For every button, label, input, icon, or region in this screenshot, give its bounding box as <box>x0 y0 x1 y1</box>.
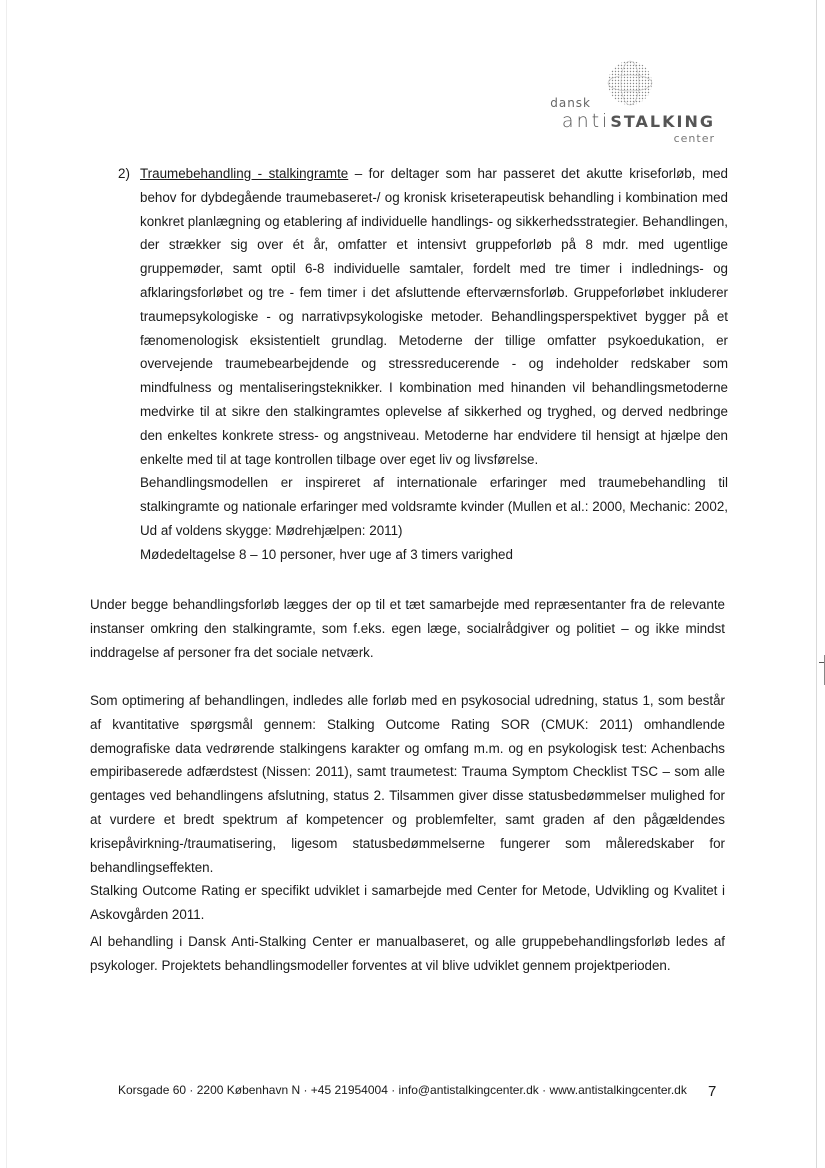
list-item-number: 2) <box>118 166 130 181</box>
manual-paragraph <box>90 930 725 978</box>
scan-edge-right <box>816 0 817 1168</box>
list-item-text: – for deltager som har passeret det akutte kriseforløb, med behov for dybdegående traumebaseret-/ og kronisk kriseterapeutisk behandling i kombination med konkret planlægning og etablering af individuelle handlings- og sikkerhedsstrategier. Behandlingen, der strækker sig over ét år, omfatter et intensivt gruppeforløb på 8 mdr. med ugentlige gruppemøder, samt optil 6-8 individuelle samtaler, fordelt med tre timer i indlednings- og afklaringsforløbet og tre - fem timer i det afsluttende efterværnsforløb. Gruppeforløbet inkluderer traumepsykologiske - og narrativpsykologiske metoder. Behandlingsperspektivet bygger på et fænomenologisk eksistentielt grundlag. Metoderne der tillige omfatter psykoedukation, er overvejende traumebearbejdende og stressreducerende - og indeholder redskaber som mindfulness og mentaliseringsteknikker. I kombination med hinanden vil behandlingsmetoderne medvirke til at sikre den stalkingramtes oplevelse af sikkerhed og tryghed, og derved nedbringe den enkeltes konkrete stress- og angstniveau. Metoderne har endvidere til hensigt at hjælpe den enkelte med til at tage kontrollen tilbage over eget liv og livsførelse. <box>140 166 728 467</box>
paragraph-text: Al behandling i Dansk Anti-Stalking Center er manualbaseret, og alle gruppebehandlingsforløb ledes af psykologer. Projektets behandlingsmodeller forventes at vil blive udviklet gennem projektperioden. <box>90 934 725 973</box>
dansk-antistalking-center-logo <box>535 58 715 145</box>
page-number: 7 <box>708 1083 717 1100</box>
list-item-paragraph <box>140 162 728 471</box>
list-item-body <box>140 162 728 567</box>
logo-center: center <box>673 132 715 145</box>
paragraph-text: Som optimering af behandlingen, indledes alle forløb med en psykosocial udredning, status 1, som består af kvantitative spørgsmål gennem: Stalking Outcome Rating SOR (CMUK: 2011) omhandlende demografiske data vedrørende stalkingens karakter og omfang m.m. og en psykologisk test: Achenbachs empiribaserede adfærdstest (Nissen: 2011), samt traumetest: Trauma Symptom Checklist TSC – som alle gentages ved behandlingens afslutning, status 2. Tilsammen giver disse statusbedømmelser mulighed for at vurdere et bredt spektrum af kompetencer og problemfelter, samt graden af den pågældendes krisepåvirkning-/traumatisering, ligesom statusbedømmelserne fungerer som måleredskaber for behandlingseffekten. <box>90 693 725 875</box>
behandlingsmodel-paragraph: Behandlingsmodellen er inspireret af internationale erfaringer med traumebehandling til stalkingramte og nationale erfaringer med voldsramte kvinder (Mullen et al.: 2000, Mechanic: 2002, Ud af voldens skygge: Mødrehjælpen: 2011) <box>140 475 728 538</box>
assessment-paragraph <box>90 689 725 927</box>
list-item-heading: Traumebehandling - stalkingramte <box>140 166 349 181</box>
footer-address: Korsgade 60 · 2200 København N · +45 21954004 · info@antistalkingcenter.dk · www.antistalkingcenter.dk <box>118 1083 687 1097</box>
scan-edge-left <box>6 0 7 1168</box>
paragraph-text: Under begge behandlingsforløb lægges der op til et tæt samarbejde med repræsentanter fra de relevante instanser omkring den stalkingramte, som f.eks. egen læge, socialrådgiver og politiet – og ikke mindst inddragelse af personer fra det sociale netværk. <box>90 597 725 660</box>
collaboration-paragraph <box>90 593 725 664</box>
logo-wordmark <box>562 110 715 132</box>
dotted-globe-icon <box>605 58 655 108</box>
participation-note: Mødedeltagelse 8 – 10 personer, hver uge af 3 timers varighed <box>140 546 513 562</box>
logo-anti: anti <box>561 110 611 132</box>
logo-stalking: STALKING <box>610 112 715 131</box>
paragraph-text: Stalking Outcome Rating er specifikt udviklet i samarbejde med Center for Metode, Udvikling og Kvalitet i Askovgården 2011. <box>90 883 725 923</box>
logo-dansk: dansk <box>550 96 591 110</box>
